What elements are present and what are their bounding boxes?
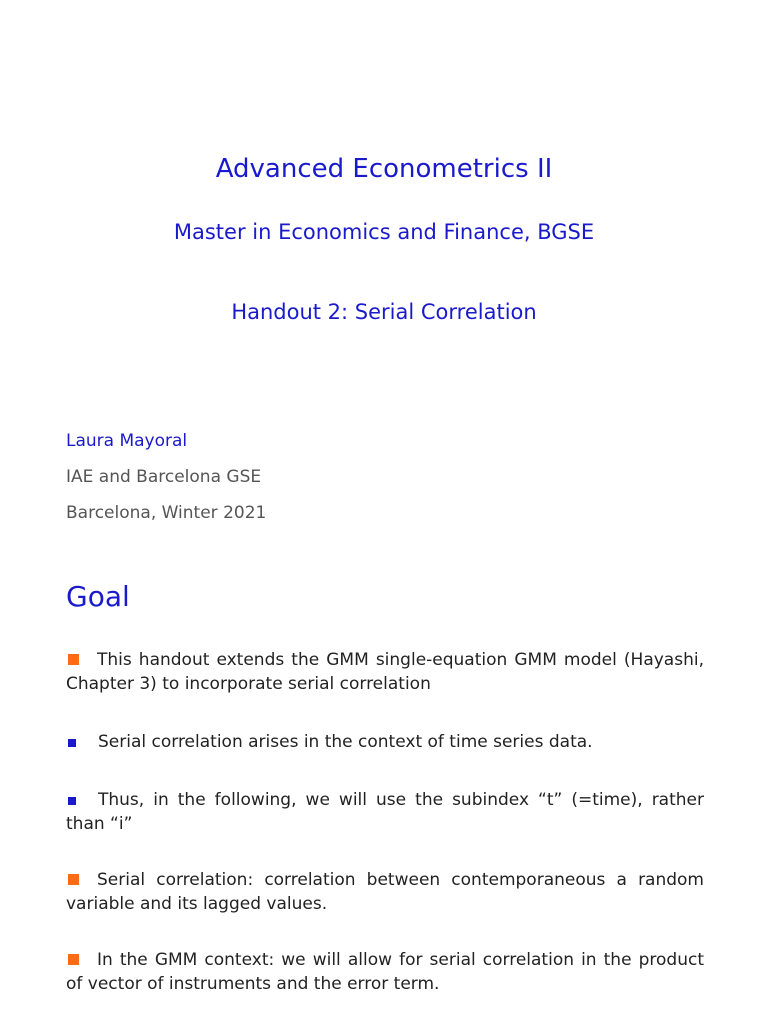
- bullet-text: This handout extends the GMM single-equation GMM model (Hayashi, Chapter 3) to incorporate serial correlation: [66, 650, 704, 694]
- document-subtitle: Master in Economics and Finance, BGSE: [173, 220, 595, 244]
- document-title: Advanced Econometrics II: [215, 154, 553, 184]
- bullet-item: [66, 868, 704, 916]
- bullet-text: In the GMM context: we will allow for serial correlation in the product of vector of instruments and the error term.: [66, 950, 704, 994]
- bullet-item: [66, 730, 704, 754]
- bullet-item: [66, 788, 704, 836]
- bullet-text: Serial correlation arises in the context of time series data.: [98, 732, 593, 752]
- bullet-item: [66, 948, 704, 996]
- orange-square-bullet-icon: [68, 954, 79, 965]
- section-heading: Goal: [66, 580, 130, 613]
- orange-square-bullet-icon: [68, 654, 79, 665]
- bullet-text: Serial correlation: correlation between contemporaneous a random variable and its lagged values.: [66, 870, 704, 914]
- blue-square-bullet-icon: [68, 797, 76, 805]
- blue-square-bullet-icon: [68, 739, 76, 747]
- handout-title: Handout 2: Serial Correlation: [231, 300, 537, 324]
- place-date: Barcelona, Winter 2021: [66, 503, 267, 523]
- author-affiliation: IAE and Barcelona GSE: [66, 467, 262, 487]
- bullet-item: [66, 648, 704, 696]
- orange-square-bullet-icon: [68, 874, 79, 885]
- author-name: Laura Mayoral: [66, 431, 188, 451]
- bullet-text: Thus, in the following, we will use the subindex “t” (=time), rather than “i”: [66, 790, 704, 834]
